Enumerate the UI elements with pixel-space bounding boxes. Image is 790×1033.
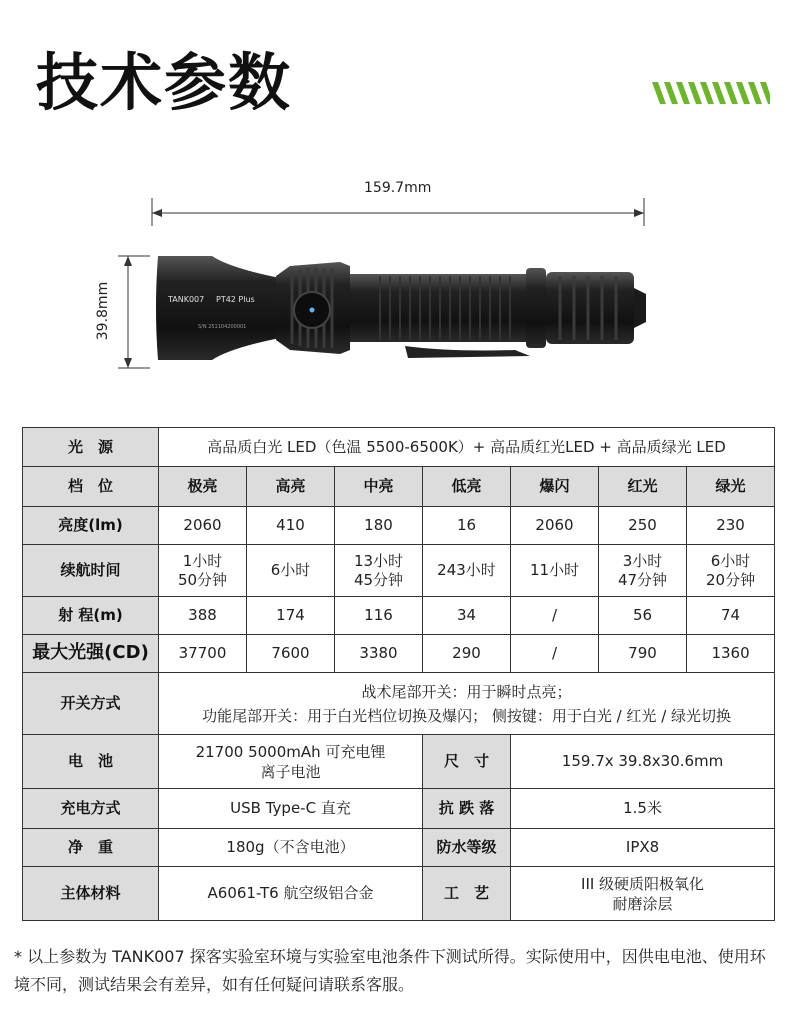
value-drop: 1.5米 (511, 789, 775, 829)
runtime-line: 6小时 (710, 551, 751, 570)
label-brightness: 亮度(lm) (23, 507, 159, 545)
brightness-cell: 2060 (511, 507, 599, 545)
mode-cell: 红光 (599, 467, 687, 507)
row-charging (23, 789, 775, 829)
runtime-line: 50分钟 (177, 570, 228, 589)
process-line-1: III 级硬质阳极氧化 (581, 874, 705, 893)
intensity-cell: 290 (423, 635, 511, 673)
range-cell: 74 (687, 597, 775, 635)
row-runtime (23, 545, 775, 597)
row-weight (23, 829, 775, 867)
length-dimension-line (148, 198, 648, 226)
intensity-cell: / (511, 635, 599, 673)
intensity-cell: 790 (599, 635, 687, 673)
runtime-line: 243小时 (437, 561, 496, 580)
runtime-cell (511, 545, 599, 597)
flashlight-image (150, 248, 650, 368)
label-drop: 抗 跌 落 (423, 789, 511, 829)
diameter-dimension-line (110, 252, 150, 372)
mode-cell: 高亮 (247, 467, 335, 507)
switch-line-2: 功能尾部开关：用于白光档位切换及爆闪； 侧按键：用于白光 / 红光 / 绿光切换 (202, 706, 732, 725)
intensity-cell: 37700 (159, 635, 247, 673)
runtime-cell (687, 545, 775, 597)
brightness-cell: 410 (247, 507, 335, 545)
switch-line-1: 战术尾部开关：用于瞬时点亮； (361, 682, 572, 701)
diameter-label: 39.8mm (95, 281, 111, 341)
mode-cell: 低亮 (423, 467, 511, 507)
row-modes (23, 467, 775, 507)
label-intensity: 最大光强(CD) (23, 635, 159, 673)
range-cell: 34 (423, 597, 511, 635)
serial-text: S/N 251104200001 (198, 324, 247, 330)
row-switch (23, 673, 775, 735)
range-cell: / (511, 597, 599, 635)
row-range (23, 597, 775, 635)
value-size: 159.7x 39.8x30.6mm (511, 735, 775, 789)
value-battery (159, 735, 423, 789)
intensity-cell: 7600 (247, 635, 335, 673)
label-range: 射 程(m) (23, 597, 159, 635)
label-battery: 电 池 (23, 735, 159, 789)
brightness-cell: 2060 (159, 507, 247, 545)
label-size: 尺 寸 (423, 735, 511, 789)
spec-table (22, 427, 775, 921)
runtime-cell (159, 545, 247, 597)
range-cell: 116 (335, 597, 423, 635)
label-weight: 净 重 (23, 829, 159, 867)
label-process: 工 艺 (423, 867, 511, 921)
model-text: PT42 Plus (216, 295, 255, 304)
range-cell: 388 (159, 597, 247, 635)
value-weight: 180g（不含电池） (159, 829, 423, 867)
process-line-2: 耐磨涂层 (612, 894, 673, 913)
value-charging: USB Type-C 直充 (159, 789, 423, 829)
battery-line-2: 离子电池 (260, 762, 321, 781)
stripe-decoration (652, 82, 770, 104)
label-light-source: 光 源 (23, 428, 159, 467)
mode-cell: 爆闪 (511, 467, 599, 507)
brightness-cell: 250 (599, 507, 687, 545)
range-cell: 56 (599, 597, 687, 635)
runtime-cell (423, 545, 511, 597)
value-waterproof: IPX8 (511, 829, 775, 867)
row-intensity (23, 635, 775, 673)
mode-cell: 极亮 (159, 467, 247, 507)
runtime-line: 3小时 (622, 551, 663, 570)
mode-cell: 绿光 (687, 467, 775, 507)
length-label: 159.7mm (364, 180, 432, 196)
label-switch: 开关方式 (23, 673, 159, 735)
row-brightness (23, 507, 775, 545)
runtime-cell (247, 545, 335, 597)
brightness-cell: 180 (335, 507, 423, 545)
runtime-cell (599, 545, 687, 597)
runtime-line: 47分钟 (617, 570, 668, 589)
intensity-cell: 3380 (335, 635, 423, 673)
battery-line-1: 21700 5000mAh 可充电锂 (195, 742, 386, 761)
runtime-line: 45分钟 (353, 570, 404, 589)
disclaimer-note: * 以上参数为 TANK007 探客实验室环境与实验室电池条件下测试所得。实际使用中，因供电电池、使用环境不同，测试结果会有差异，如有任何疑问请联系客服。 (14, 947, 766, 994)
range-cell: 174 (247, 597, 335, 635)
runtime-line: 13小时 (353, 551, 404, 570)
mode-cell: 中亮 (335, 467, 423, 507)
page-title: 技术参数 (36, 46, 293, 119)
row-light-source (23, 428, 775, 467)
value-light-source: 高品质白光 LED（色温 5500-6500K）+ 高品质红光LED + 高品质绿光 LED (159, 428, 775, 467)
label-waterproof: 防水等级 (423, 829, 511, 867)
value-switch (159, 673, 775, 735)
runtime-line: 11小时 (529, 561, 580, 580)
label-material: 主体材料 (23, 867, 159, 921)
brightness-cell: 230 (687, 507, 775, 545)
label-modes: 档 位 (23, 467, 159, 507)
intensity-cell: 1360 (687, 635, 775, 673)
value-process (511, 867, 775, 921)
runtime-line: 1小时 (182, 551, 223, 570)
value-material: A6061-T6 航空级铝合金 (159, 867, 423, 921)
row-material (23, 867, 775, 921)
brightness-cell: 16 (423, 507, 511, 545)
row-battery (23, 735, 775, 789)
runtime-line: 6小时 (270, 561, 311, 580)
brand-text: TANK007 (168, 295, 205, 304)
label-runtime: 续航时间 (23, 545, 159, 597)
label-charging: 充电方式 (23, 789, 159, 829)
runtime-line: 20分钟 (705, 570, 756, 589)
runtime-cell (335, 545, 423, 597)
